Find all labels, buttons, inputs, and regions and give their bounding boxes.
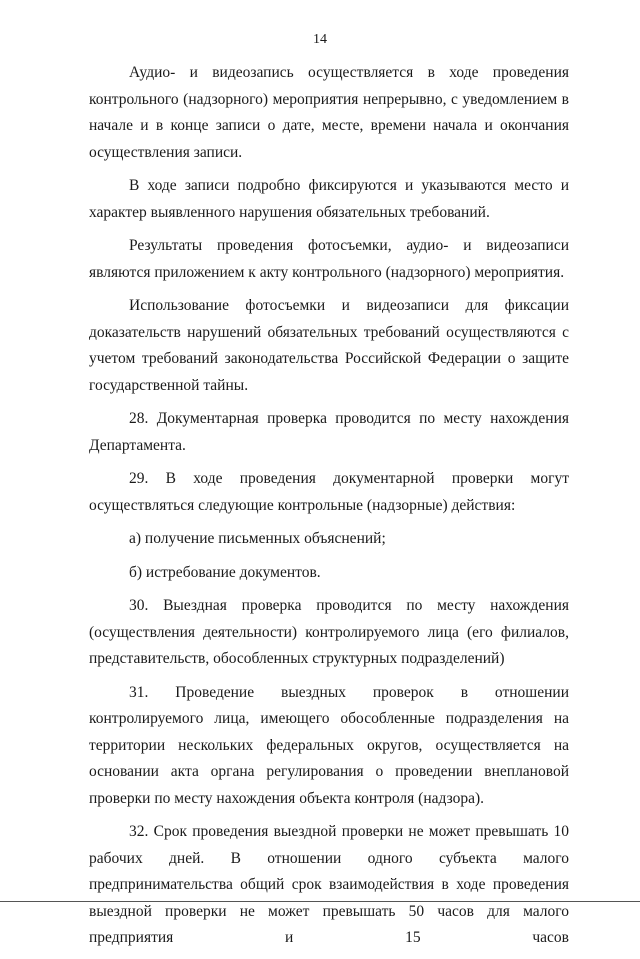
- page-number: 14: [313, 32, 327, 47]
- paragraph-recording-details: В ходе записи подробно фиксируются и указываются место и характер выявленного нарушения обязательных требований.: [89, 177, 569, 221]
- paragraph-30: 30. Выездная проверка проводится по месту нахождения (осуществления деятельности) контролируемого лица (его филиалов, представительств, обособленных структурных подразделений): [89, 597, 569, 667]
- bottom-rule: [0, 901, 640, 902]
- paragraph-28: 28. Документарная проверка проводится по месту нахождения Департамента.: [89, 410, 569, 454]
- paragraph-audio-video: Аудио- и видеозапись осуществляется в ходе проведения контрольного (надзорного) мероприятия непрерывно, с уведомлением в начале и в конце записи о дате, месте, времени начала и окончания осуществления записи.: [89, 64, 569, 161]
- paragraph-29-b: б) истребование документов.: [129, 563, 321, 581]
- paragraph-29-a: а) получение письменных объяснений;: [129, 530, 386, 547]
- paragraph-29: 29. В ходе проведения документарной проверки могут осуществляться следующие контрольные (надзорные) действия:: [89, 470, 569, 514]
- document-body: [89, 60, 569, 959]
- paragraph-state-secret: Использование фотосъемки и видеозаписи для фиксации доказательств нарушений обязательных требований осуществляются с учетом требований законодательства Российской Федерации о защите государственной тайны.: [89, 297, 569, 394]
- paragraph-31: 31. Проведение выездных проверок в отношении контролируемого лица, имеющего обособленные подразделения на территории нескольких федеральных округов, осуществляется на основании акта органа регулирования о проведении внеплановой проверки по месту нахождения объекта контроля (надзора).: [89, 683, 569, 807]
- paragraph-32: 32. Срок проведения выездной проверки не может превышать 10 рабочих дней. В отношении одного субъекта малого предпринимательства общий срок взаимодействия в ходе проведения выездной проверки не может превышать 50 часов для малого предприятия и 15 часов: [89, 823, 569, 946]
- paragraph-results-annex: Результаты проведения фотосъемки, аудио- и видеозаписи являются приложением к акту контрольного (надзорного) мероприятия.: [89, 237, 569, 281]
